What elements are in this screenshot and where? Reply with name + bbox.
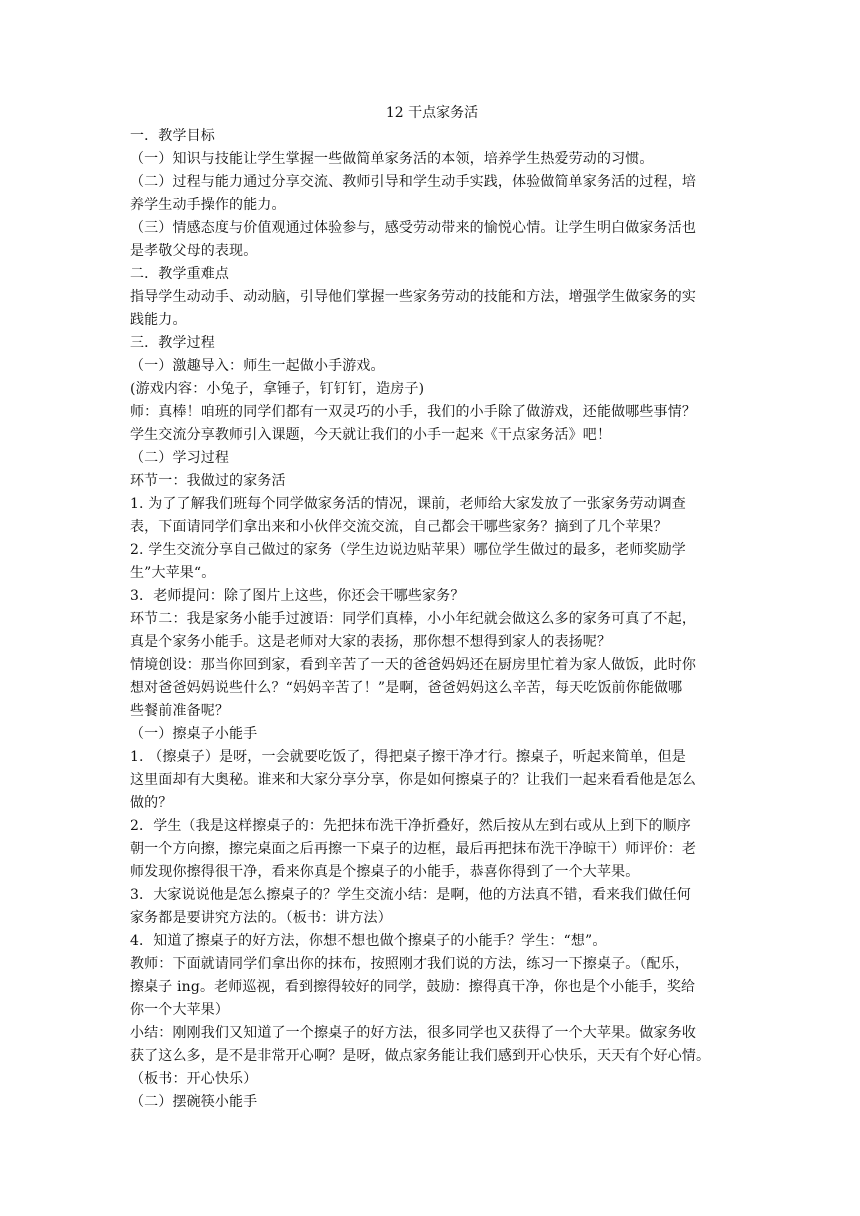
- text-line: 三．教学过程: [130, 335, 215, 351]
- document-title: 12 干点家务活: [385, 105, 479, 121]
- text-line: 师发现你擦得很干净，看来你真是个擦桌子的小能手，恭喜你得到了一个大苹果。: [130, 864, 640, 880]
- text-line: 是孝敬父母的表现。: [130, 243, 258, 259]
- text-line: （二）摆碗筷小能手: [130, 1094, 258, 1110]
- text-line: 想对爸爸妈妈说些什么？“妈妈辛苦了！”是啊，爸爸妈妈这么辛苦，每天吃饭前你能做哪: [130, 680, 683, 696]
- text-line: 1. 为了了解我们班每个同学做家务活的情况，课前，老师给大家发放了一张家务劳动调查: [130, 496, 686, 512]
- text-line: （二）学习过程: [130, 450, 230, 466]
- text-line: 你一个大苹果）: [130, 1002, 230, 1018]
- text-line: 朝一个方向擦，擦完桌面之后再擦一下桌子的边框，最后再把抹布洗干净晾干）师评价：老: [130, 841, 696, 857]
- text-line: 1. （擦桌子）是呀，一会就要吃饭了，得把桌子擦干净才行。擦桌子，听起来简单，但是: [130, 749, 686, 765]
- text-line: 这里面却有大奥秘。谁来和大家分享分享，你是如何擦桌子的？让我们一起来看看他是怎么: [130, 772, 696, 788]
- text-line: （一）知识与技能让学生掌握一些做简单家务活的本领，培养学生热爱劳动的习惯。: [130, 151, 654, 167]
- text-line: 情境创设：那当你回到家，看到辛苦了一天的爸爸妈妈还在厨房里忙着为家人做饭，此时你: [130, 657, 696, 673]
- text-line: 教师：下面就请同学们拿出你的抹布，按照刚才我们说的方法，练习一下擦桌子。（配乐，: [130, 956, 689, 972]
- text-line: （三）情感态度与价值观通过体验参与，感受劳动带来的愉悦心情。让学生明白做家务活也: [130, 220, 696, 236]
- text-line: 环节二：我是家务小能手过渡语：同学们真棒，小小年纪就会做这么多的家务可真了不起，: [130, 611, 696, 627]
- document-body: [130, 125, 734, 1114]
- text-line: （二）过程与能力通过分享交流、教师引导和学生动手实践，体验做简单家务活的过程，培: [130, 174, 696, 190]
- text-line: 获了这么多，是不是非常开心啊？是呀，做点家务能让我们感到开心快乐，天天有个好心情。: [130, 1048, 711, 1064]
- text-line: 践能力。: [130, 312, 187, 328]
- text-line: 2. 学生交流分享自己做过的家务（学生边说边贴苹果）哪位学生做过的最多，老师奖励学: [130, 542, 686, 558]
- text-line: 真是个家务小能手。这是老师对大家的表扬，那你想不想得到家人的表扬呢？: [130, 634, 612, 650]
- text-line: （一）擦桌子小能手: [130, 726, 258, 742]
- text-line: 一．教学目标: [130, 128, 215, 144]
- text-line: 擦桌子 ing。老师巡视，看到擦得较好的同学，鼓励：擦得真干净，你也是个小能手，奖给: [130, 979, 696, 995]
- text-line: 表，下面请同学们拿出来和小伙伴交流交流，自己都会干哪些家务？摘到了几个苹果？: [130, 519, 668, 535]
- text-line: 2．学生（我是这样擦桌子的：先把抹布洗干净折叠好，然后按从左到右或从上到下的顺序: [130, 818, 691, 834]
- text-line: 些餐前准备呢？: [130, 703, 230, 719]
- text-line: （一）激趣导入：师生一起做小手游戏。: [130, 358, 385, 374]
- text-line: 环节一：我做过的家务活: [130, 473, 286, 489]
- text-line: 小结：刚刚我们又知道了一个擦桌子的好方法，很多同学也又获得了一个大苹果。做家务收: [130, 1025, 696, 1041]
- text-line: 养学生动手操作的能力。: [130, 197, 286, 213]
- text-line: （板书：开心快乐）: [130, 1071, 258, 1087]
- text-line: 师：真棒！咱班的同学们都有一双灵巧的小手，我们的小手除了做游戏，还能做哪些事情？: [130, 404, 696, 420]
- text-line: 家务都是要讲究方法的。（板书：讲方法）: [130, 910, 392, 926]
- document-page: [130, 102, 734, 1114]
- text-line: 做的？: [130, 795, 173, 811]
- text-line: 4．知道了擦桌子的好方法，你想不想也做个擦桌子的小能手？学生：“想”。: [130, 933, 607, 949]
- text-line: 二．教学重难点: [130, 266, 230, 282]
- text-line: 生”大苹果“。: [130, 565, 216, 581]
- text-line: 3．老师提问：除了图片上这些，你还会干哪些家务？: [130, 588, 465, 604]
- text-line: 3．大家说说他是怎么擦桌子的？学生交流小结：是啊，他的方法真不错，看来我们做任何: [130, 887, 691, 903]
- text-line: 指导学生动动手、动动脑，引导他们掌握一些家务劳动的技能和方法，增强学生做家务的实: [130, 289, 696, 305]
- text-line: (游戏内容：小兔子，拿锤子，钉钉钉，造房子): [130, 381, 425, 397]
- text-line: 学生交流分享教师引入课题，今天就让我们的小手一起来《干点家务活》吧！: [130, 427, 612, 443]
